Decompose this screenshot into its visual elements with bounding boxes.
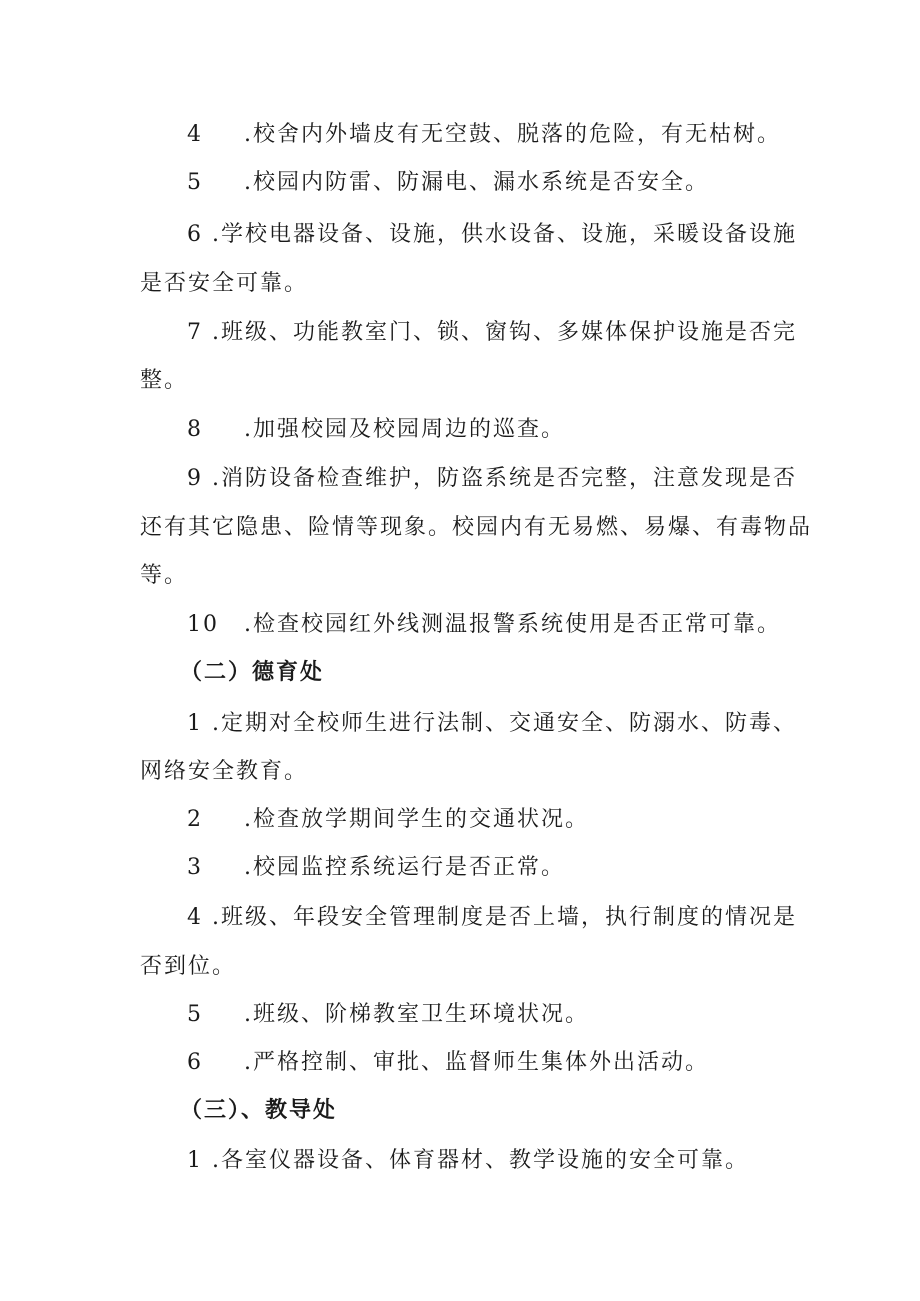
list-item-6-outings — [0, 1041, 920, 1085]
list-item-7-line1 — [0, 311, 920, 355]
item-number: 2 — [187, 807, 203, 832]
item-text: 整。 — [140, 368, 189, 393]
list-item-4-wall — [0, 113, 920, 157]
list-item-5-lightning — [0, 161, 920, 205]
item-text: 1 .各室仪器设备、体育器材、教学设施的安全可靠。 — [187, 1148, 749, 1173]
item-text: .校园内防雷、防漏电、漏水系统是否安全。 — [244, 170, 709, 195]
section-title: （三）、教导处 — [180, 1098, 338, 1123]
item-number: 4 — [187, 122, 203, 147]
item-text: 否到位。 — [140, 954, 237, 979]
list-item-8-patrol — [0, 408, 920, 452]
section-heading-academic-affairs — [0, 1089, 920, 1133]
item-text: .校园监控系统运行是否正常。 — [244, 855, 565, 880]
item-number: 10 — [187, 612, 219, 637]
list-item-10-thermo — [0, 603, 920, 647]
item-text: 1 .定期对全校师生进行法制、交通安全、防溺水、防毒、 — [187, 711, 797, 736]
item-text: 还有其它隐患、险情等现象。校园内有无易燃、易爆、有毒物品 — [140, 515, 813, 540]
item-text: .检查校园红外线测温报警系统使用是否正常可靠。 — [244, 612, 781, 637]
item-number: 3 — [187, 855, 203, 880]
list-item-6-line2 — [0, 262, 920, 306]
list-item-5-hygiene — [0, 993, 920, 1037]
list-item-1-education-line2 — [0, 750, 920, 794]
item-text: .加强校园及校园周边的巡查。 — [244, 417, 565, 442]
item-text: .校舍内外墙皮有无空鼓、脱落的危险，有无枯树。 — [244, 122, 781, 147]
list-item-9-line1 — [0, 457, 920, 501]
item-text: 4 .班级、年段安全管理制度是否上墙，执行制度的情况是 — [187, 905, 797, 930]
list-item-1-equipment — [0, 1139, 920, 1183]
item-text: 等。 — [140, 563, 189, 588]
item-text: 9 .消防设备检查维护，防盗系统是否完整，注意发现是否 — [187, 466, 797, 491]
list-item-6-line1 — [0, 213, 920, 257]
item-number: 8 — [187, 417, 203, 442]
list-item-7-line2 — [0, 359, 920, 403]
item-text: 6 .学校电器设备、设施，供水设备、设施，采暖设备设施 — [187, 222, 797, 247]
item-text: .班级、阶梯教室卫生环境状况。 — [244, 1002, 589, 1027]
item-text: 是否安全可靠。 — [140, 271, 309, 296]
list-item-1-education-line1 — [0, 702, 920, 746]
list-item-9-line3 — [0, 554, 920, 598]
section-title: （二）德育处 — [180, 660, 325, 685]
item-text: .检查放学期间学生的交通状况。 — [244, 807, 589, 832]
item-text: .严格控制、审批、监督师生集体外出活动。 — [244, 1050, 709, 1075]
list-item-4-rules-line1 — [0, 896, 920, 940]
item-number: 5 — [187, 170, 203, 195]
item-number: 5 — [187, 1002, 203, 1027]
item-text: 7 .班级、功能教室门、锁、窗钩、多媒体保护设施是否完 — [187, 320, 797, 345]
list-item-2-traffic — [0, 798, 920, 842]
section-heading-moral-education — [0, 651, 920, 695]
item-number: 6 — [187, 1050, 203, 1075]
item-text: 网络安全教育。 — [140, 759, 309, 784]
list-item-9-line2 — [0, 506, 920, 550]
list-item-4-rules-line2 — [0, 945, 920, 989]
list-item-3-monitor — [0, 846, 920, 890]
